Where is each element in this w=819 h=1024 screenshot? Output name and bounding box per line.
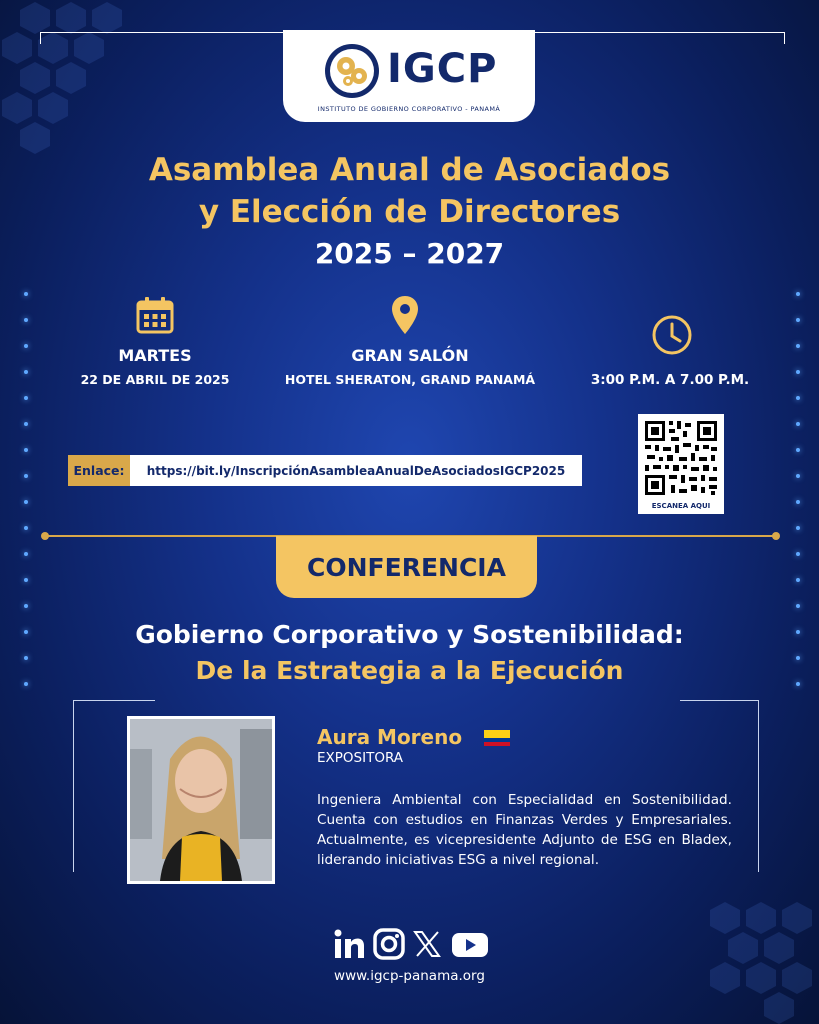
link-label: Enlace: [68, 455, 130, 486]
conference-title-line-1: Gobierno Corporativo y Sostenibilidad: [135, 620, 684, 649]
website-link[interactable]: www.igcp-panama.org [334, 968, 485, 984]
speaker-role: EXPOSITORA [317, 750, 404, 766]
gears-logo-icon [323, 42, 381, 100]
logo-card [283, 30, 535, 122]
event-date: 22 DE ABRIL DE 2025 [80, 372, 230, 387]
qr-code-card[interactable] [638, 414, 724, 514]
speaker-frame-top-left [73, 700, 155, 701]
conference-badge: CONFERENCIA [276, 536, 537, 598]
event-day: MARTES [118, 346, 192, 365]
calendar-icon [135, 296, 175, 336]
speaker-frame-right [758, 700, 759, 872]
clock-icon [651, 314, 693, 356]
event-title-line-1: Asamblea Anual de Asociados [148, 152, 671, 188]
colombia-flag-icon [484, 730, 510, 746]
frame-line-right-edge [784, 32, 785, 44]
youtube-icon[interactable] [451, 928, 489, 960]
logo-wordmark: IGCP [387, 46, 498, 92]
speaker-photo [127, 716, 275, 884]
hexagon-pattern-bottom-right [690, 900, 819, 1024]
conference-title-line-2: De la Estrategia a la Ejecución [195, 656, 624, 685]
frame-line-top-left [40, 32, 283, 33]
speaker-bio: Ingeniera Ambiental con Especialidad en Sostenibilidad. Cuenta con estudios en Finanzas Verdes y Empresariales. Actualmente, es vicepresidente Adjunto de ESG en Bladex, liderando iniciativas ESG a nivel regional. [317, 792, 732, 868]
event-hotel: HOTEL SHERATON, GRAND PANAMÁ [284, 372, 536, 387]
linkedin-icon[interactable] [333, 928, 365, 960]
social-links [333, 928, 493, 962]
instagram-icon[interactable] [373, 928, 405, 960]
speaker-name: Aura Moreno [317, 725, 463, 749]
speaker-frame-top-right [680, 700, 758, 701]
speaker-portrait-icon [130, 719, 272, 881]
x-icon[interactable] [413, 928, 441, 960]
divider-dot-right [772, 532, 780, 540]
location-pin-icon [390, 294, 420, 336]
registration-link[interactable]: https://bit.ly/InscripciónAsambleaAnualDeAsociadosIGCP2025 [130, 455, 582, 486]
frame-line-left-edge [40, 32, 41, 44]
speaker-frame-left [73, 700, 74, 872]
event-time: 3:00 P.M. A 7.00 P.M. [590, 372, 750, 388]
event-title-line-2: y Elección de Directores [198, 194, 621, 230]
divider-dot-left [41, 532, 49, 540]
event-years: 2025 – 2027 [314, 237, 505, 270]
qr-code-icon [643, 419, 719, 497]
qr-label: ESCANEA AQUI [651, 502, 711, 510]
frame-line-top-right [535, 32, 785, 33]
event-venue: GRAN SALÓN [351, 346, 469, 365]
logo-subtitle: INSTITUTO DE GOBIERNO CORPORATIVO - PANAMÁ [317, 105, 501, 113]
